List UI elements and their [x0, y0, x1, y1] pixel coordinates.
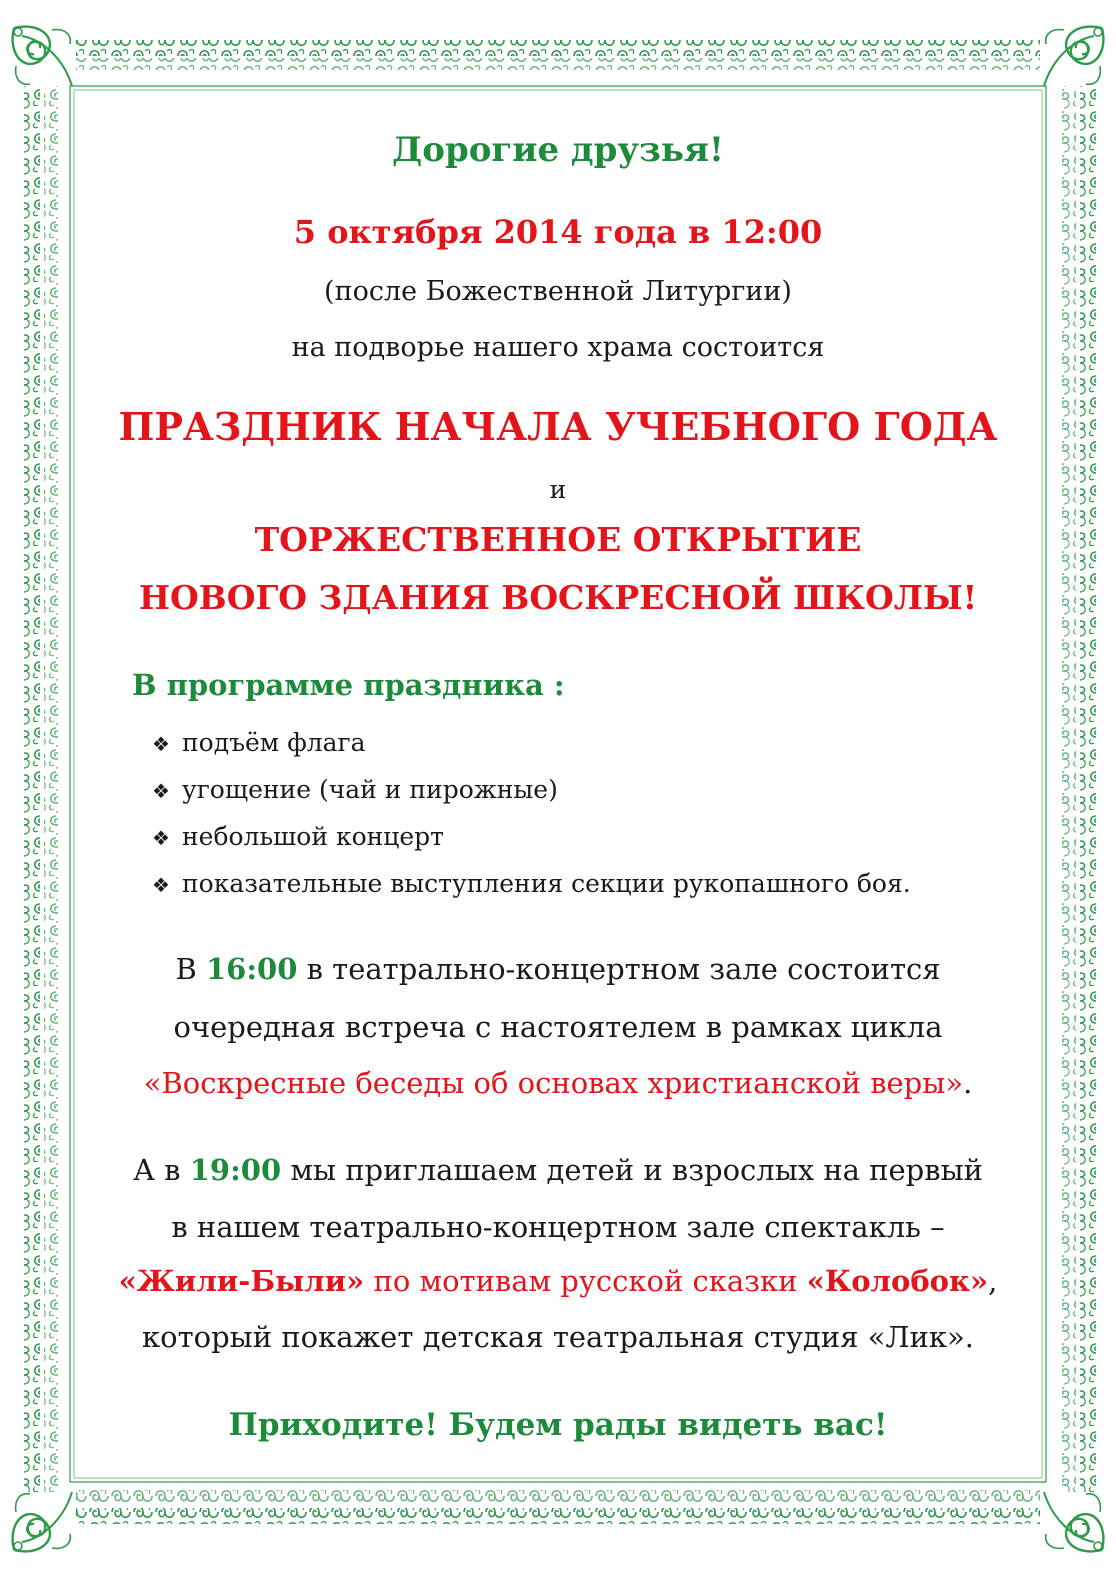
- after-liturgy-note: (после Божественной Литургии): [324, 276, 792, 307]
- diamond-bullet-icon: ❖: [152, 826, 170, 850]
- list-item: ❖ небольшой концерт: [152, 822, 444, 851]
- show-line-4: который покажет детская театральная студия «Лик».: [142, 1320, 974, 1354]
- meeting-time: 16:00: [205, 952, 298, 986]
- diamond-bullet-icon: ❖: [152, 732, 170, 756]
- show-title: «Жили-Были»: [118, 1264, 365, 1298]
- cycle-title: «Воскресные беседы об основах христианской веры»: [143, 1066, 964, 1100]
- show-time: 19:00: [189, 1153, 282, 1187]
- top-ornament-band: [76, 40, 1040, 56]
- greeting-heading: Дорогие друзья!: [392, 130, 724, 170]
- diamond-bullet-icon: ❖: [152, 779, 170, 803]
- corner-ornament-top-right: [1044, 27, 1103, 86]
- show-line-2: в нашем театрально-концертном зале спектакль –: [171, 1210, 945, 1244]
- meeting-line-3: «Воскресные беседы об основах христианской веры».: [143, 1066, 973, 1100]
- meeting-line-2: очередная встреча с настоятелем в рамках цикла: [173, 1010, 943, 1044]
- list-item: ❖ показательные выступления секции рукопашного боя.: [152, 869, 911, 898]
- event-date-line: 5 октября 2014 года в 12:00: [293, 213, 823, 251]
- show-line-1: А в 19:00 мы приглашаем детей и взрослых на первый: [133, 1153, 983, 1187]
- program-heading: В программе праздника :: [132, 668, 565, 702]
- corner-ornament-top-left: [13, 27, 72, 86]
- motif-text: по мотивам русской сказки: [373, 1264, 798, 1298]
- opening-title-line-1: ТОРЖЕСТВЕННОЕ ОТКРЫТИЕ: [254, 520, 862, 559]
- bottom-ornament-band: [76, 1508, 1040, 1524]
- diamond-bullet-icon: ❖: [152, 873, 170, 897]
- corner-ornament-bottom-right: [1044, 1492, 1103, 1551]
- show-line-3: «Жили-Были» по мотивам русской сказки «Колобок»,: [118, 1264, 998, 1298]
- tale-title: «Колобок»: [806, 1264, 989, 1298]
- bottom-ornament-band-2: [76, 1490, 1040, 1502]
- opening-title-line-2: НОВОГО ЗДАНИЯ ВОСКРЕСНОЙ ШКОЛЫ!: [138, 578, 978, 617]
- list-item: ❖ подъём флага: [152, 728, 366, 757]
- location-line: на подворье нашего храма состоится: [291, 332, 825, 363]
- corner-ornament-bottom-left: [13, 1492, 72, 1551]
- closing-invitation: Приходите! Будем рады видеть вас!: [228, 1407, 888, 1443]
- holiday-title: ПРАЗДНИК НАЧАЛА УЧЕБНОГО ГОДА: [118, 404, 998, 449]
- conjunction-text: и: [549, 475, 567, 504]
- meeting-line-1: В 16:00 в театрально-концертном зале состоится: [175, 952, 941, 986]
- top-ornament-band-2: [76, 58, 1040, 70]
- list-item: ❖ угощение (чай и пирожные): [152, 775, 558, 804]
